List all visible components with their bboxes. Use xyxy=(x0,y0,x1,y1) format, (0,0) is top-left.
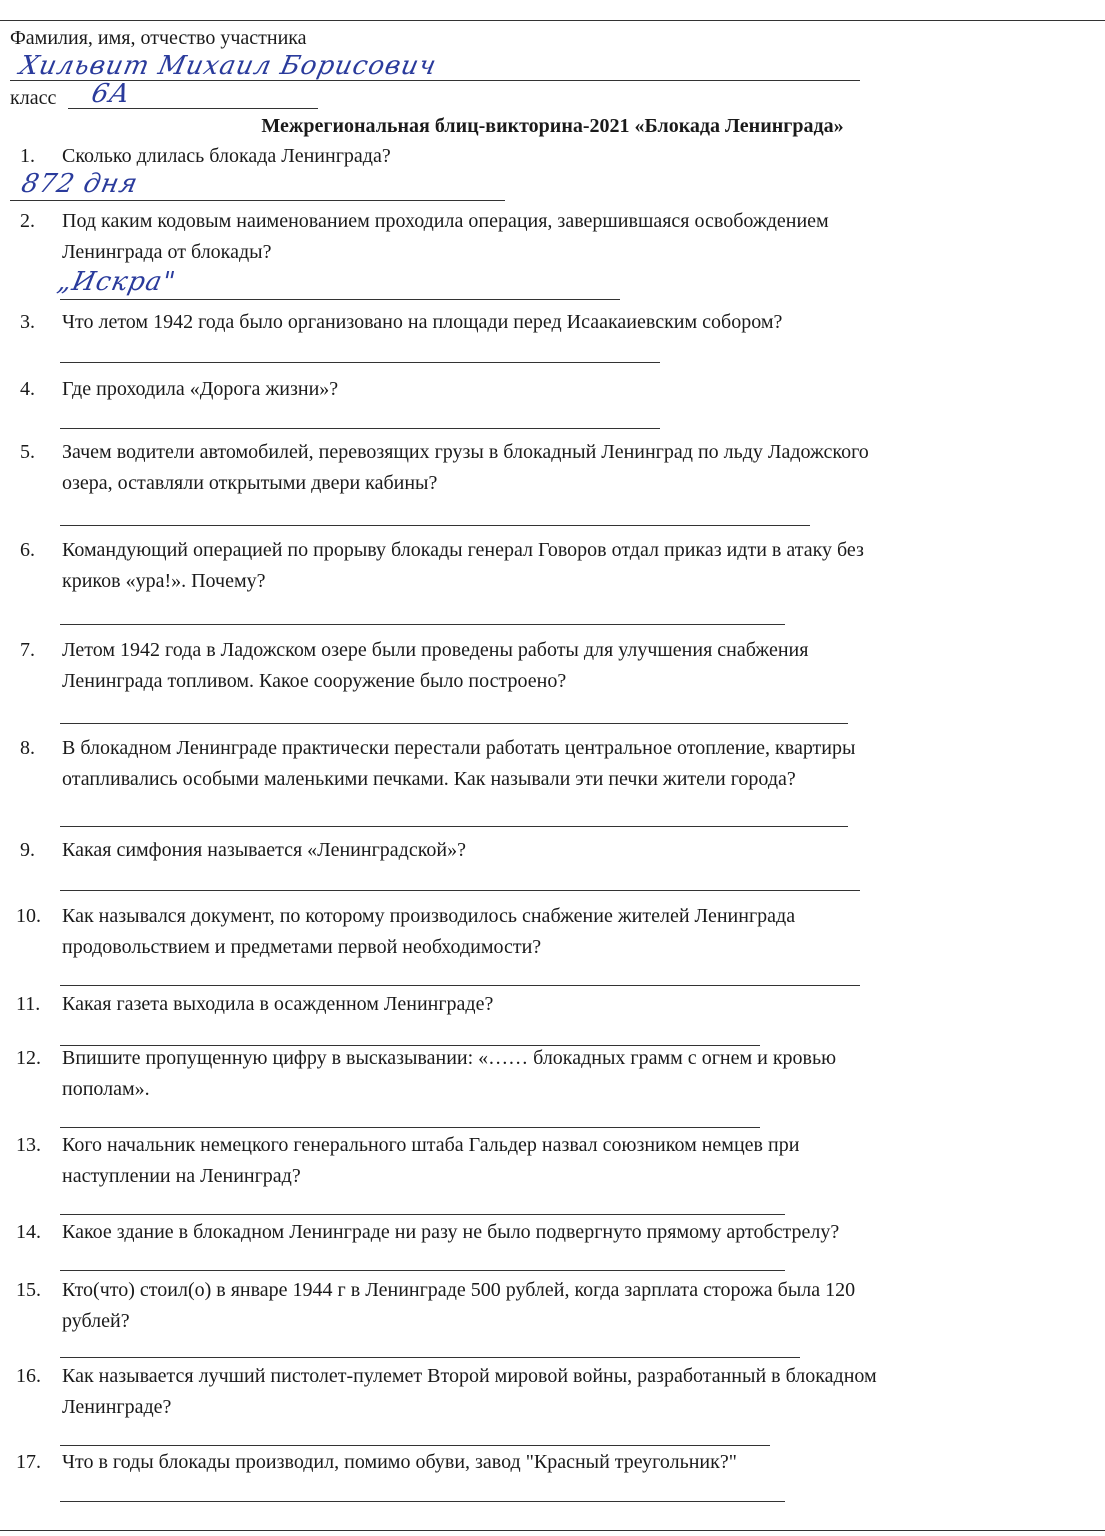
question-text: отапливались особыми маленькими печками. Как называли эти печки жители города? xyxy=(62,768,796,790)
question-number: 6. xyxy=(20,539,35,561)
answer-line[interactable] xyxy=(60,1357,800,1358)
question-number: 5. xyxy=(20,441,35,463)
question-text: Как называется лучший пистолет-пулемет Второй мировой войны, разработанный в блокадном xyxy=(62,1365,877,1387)
bottom-border xyxy=(0,1530,1105,1531)
question-number: 14. xyxy=(16,1221,41,1243)
answer-line[interactable] xyxy=(60,525,810,526)
answer-handwritten[interactable]: 872 дня xyxy=(18,169,141,199)
question-text: Кого начальник немецкого генерального штаба Гальдер назвал союзником немцев при xyxy=(62,1134,800,1156)
question-text: Сколько длилась блокада Ленинграда? xyxy=(62,145,391,167)
class-line xyxy=(68,108,318,109)
question-text: рублей? xyxy=(62,1310,130,1332)
answer-line[interactable] xyxy=(60,985,860,986)
question-number: 2. xyxy=(20,210,35,232)
question-text: Командующий операцией по прорыву блокады генерал Говоров отдал приказ идти в атаку без xyxy=(62,539,864,561)
name-line xyxy=(10,80,860,81)
answer-line[interactable] xyxy=(60,826,848,827)
question-number: 8. xyxy=(20,737,35,759)
question-text: продовольствием и предметами первой необходимости? xyxy=(62,936,542,958)
question-number: 9. xyxy=(20,839,35,861)
answer-line[interactable] xyxy=(60,1501,785,1502)
answer-line[interactable] xyxy=(60,1214,785,1215)
question-text: Летом 1942 года в Ладожском озере были проведены работы для улучшения снабжения xyxy=(62,639,809,661)
top-border xyxy=(0,20,1105,21)
answer-line[interactable] xyxy=(60,362,660,363)
answer-line[interactable] xyxy=(60,428,660,429)
question-text: Ленинграда от блокады? xyxy=(62,241,272,263)
question-number: 16. xyxy=(16,1365,41,1387)
question-text: Что в годы блокады производил, помимо обуви, завод "Красный треугольник?" xyxy=(62,1451,737,1473)
question-text: В блокадном Ленинграде практически перестали работать центральное отопление, квартиры xyxy=(62,737,856,759)
question-text: Какая симфония называется «Ленинградской»? xyxy=(62,839,466,861)
answer-line[interactable] xyxy=(10,200,505,201)
question-text: пополам». xyxy=(62,1078,150,1100)
question-text: Кто(что) стоил(о) в январе 1944 г в Ленинграде 500 рублей, когда зарплата сторожа была 120 xyxy=(62,1279,856,1301)
question-text: наступлении на Ленинград? xyxy=(62,1165,301,1187)
answer-line[interactable] xyxy=(60,723,848,724)
question-text: Под каким кодовым наименованием проходила операция, завершившаяся освобождением xyxy=(62,210,829,232)
class-label: класс xyxy=(10,87,57,109)
answer-line[interactable] xyxy=(60,1270,785,1271)
question-text: Зачем водители автомобилей, перевозящих грузы в блокадный Ленинград по льду Ладожского xyxy=(62,441,869,463)
question-number: 10. xyxy=(16,905,41,927)
question-text: Впишите пропущенную цифру в высказывании: «…… блокадных грамм с огнем и кровью xyxy=(62,1047,837,1069)
question-text: Какое здание в блокадном Ленинграде ни разу не было подвергнуто прямому артобстрелу? xyxy=(62,1221,840,1243)
answer-line[interactable] xyxy=(60,1445,770,1446)
question-number: 12. xyxy=(16,1047,41,1069)
name-label: Фамилия, имя, отчество участника xyxy=(10,27,307,49)
answer-line[interactable] xyxy=(60,1127,760,1128)
question-number: 1. xyxy=(20,145,35,167)
question-number: 15. xyxy=(16,1279,41,1301)
question-number: 11. xyxy=(16,993,41,1015)
quiz-title: Межрегиональная блиц-викторина-2021 «Блокада Ленинграда» xyxy=(261,115,844,137)
question-text: Где проходила «Дорога жизни»? xyxy=(62,378,339,400)
question-text: озера, оставляли открытыми двери кабины? xyxy=(62,472,438,494)
question-text: Какая газета выходила в осажденном Ленинграде? xyxy=(62,993,494,1015)
answer-line[interactable] xyxy=(60,299,620,300)
question-text: Как назывался документ, по которому производилось снабжение жителей Ленинграда xyxy=(62,905,796,927)
question-number: 17. xyxy=(16,1451,41,1473)
question-number: 7. xyxy=(20,639,35,661)
question-text: криков «ура!». Почему? xyxy=(62,570,266,592)
question-number: 4. xyxy=(20,378,35,400)
question-text: Ленинграде? xyxy=(62,1396,172,1418)
question-text: Что летом 1942 года было организовано на площади перед Исаакаиевским собором? xyxy=(62,311,783,333)
class-value[interactable]: 6А xyxy=(88,79,134,109)
name-value[interactable]: Хильвит Михаил Борисович xyxy=(16,51,440,81)
question-number: 3. xyxy=(20,311,35,333)
answer-line[interactable] xyxy=(60,624,785,625)
answer-handwritten[interactable]: „Искра" xyxy=(54,267,179,297)
question-number: 13. xyxy=(16,1134,41,1156)
answer-line[interactable] xyxy=(60,890,860,891)
question-text: Ленинграда топливом. Какое сооружение было построено? xyxy=(62,670,567,692)
